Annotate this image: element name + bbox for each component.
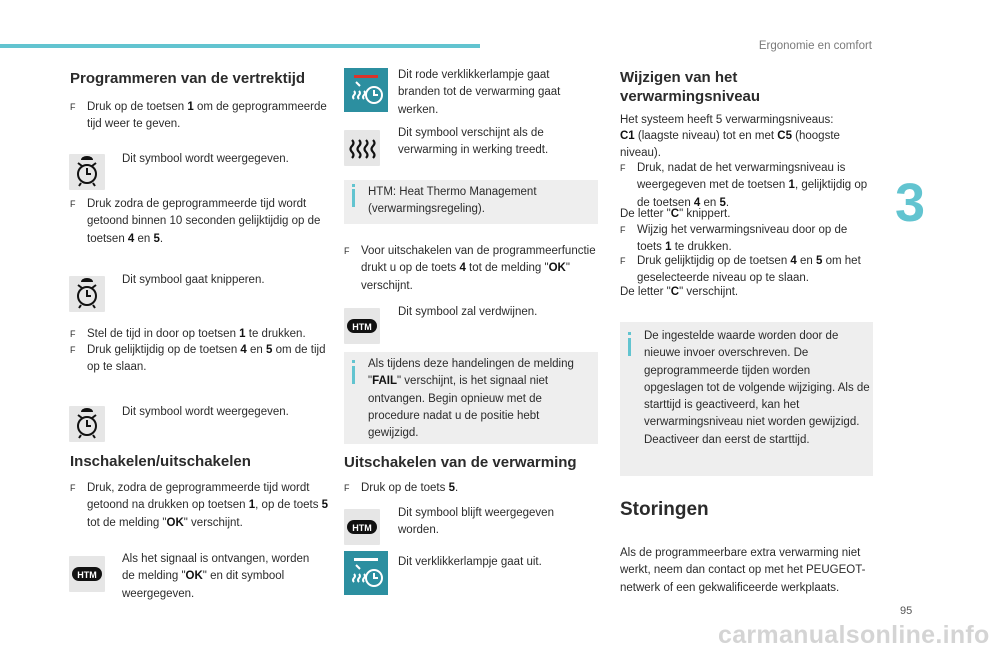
timer-icon-confirmed [69, 406, 105, 442]
bullet-5: F Druk, zodra de geprogrammeerde tijd wordt getoond na drukken op toetsen 1, op de toets 5 tot de melding "OK" verschijnt. [70, 480, 332, 532]
icon-text-4: Als het signaal is ontvangen, worden de melding "OK" en dit symbool weergegeven. [122, 553, 310, 600]
icon-text-3: Dit symbool wordt weergegeven. [122, 406, 289, 418]
svg-text:HTM: HTM [352, 523, 372, 533]
bullet-7: F Druk op de toets 5. [344, 480, 601, 497]
icon-text-2: Dit symbool gaat knipperen. [122, 274, 265, 286]
disappear-text: Dit symbool zal verdwijnen. [398, 306, 538, 318]
remains-text: Dit symbool blijft weergegeven worden. [398, 507, 554, 537]
bullet-3: F Stel de tijd in door op toetsen 1 te drukken. [70, 326, 332, 343]
bullet-8: F Druk, nadat de het verwarmingsniveau is weergegeven met de toetsen 1, gelijktijdig op de toetsen 4 en 5. [620, 160, 875, 212]
bullet-9: F Wijzig het verwarmingsniveau door op de toets 1 te drukken. [620, 222, 875, 257]
heater-lamp-off-icon [344, 551, 388, 595]
heading-storingen: Storingen [620, 499, 709, 520]
info-icon [628, 332, 631, 335]
bullet-1: F Druk op de toetsen 1 om de geprogrammeerde tijd weer te geven. [70, 99, 332, 134]
heater-warning-lamp-icon [344, 68, 388, 112]
svg-text:HTM: HTM [77, 570, 97, 580]
info-icon [352, 360, 355, 363]
levels-range-text: C1 (laagste niveau) tot en met C5 (hoogste niveau). [620, 130, 840, 160]
page-number: 95 [900, 605, 913, 617]
heating-active-icon [344, 130, 380, 166]
heading-inschakelen: Inschakelen/uitschakelen [70, 453, 251, 470]
heading-wijzigen: Wijzigen van het verwarmingsniveau [620, 69, 761, 105]
timer-icon-blinking [69, 276, 105, 312]
lamp-off-text: Dit verklikkerlampje gaat uit. [398, 556, 542, 568]
info-note-level: De ingestelde waarde worden door de nieuwe invoer overschreven. De geprogrammeerde tijden worden opgeslagen tot de volgende wijziging. Als de starttijd is geactiveerd, kan het verwarmingsniveau niet worden gewijzigd. Deactiveer dan eerst de starttijd. [620, 322, 873, 476]
bullet-2: F Druk zodra de geprogrammeerde tijd wordt getoond binnen 10 seconden gelijktijdig op de toetsen 4 en 5. [70, 196, 332, 248]
info-note-fail: Als tijdens deze handelingen de melding "FAIL" verschijnt, is het signaal niet ontvangen. Begin opnieuw met de procedure nadat u de positie hebt gewijzigd. [344, 352, 598, 444]
bullet-6: F Voor uitschakelen van de programmeerfunctie drukt u op de toets 4 tot de melding "OK" verschijnt. [344, 243, 601, 295]
storingen-text: Als de programmeerbare extra verwarming niet werkt, neem dan contact op met het PEUGEOT-netwerk of een gekwalificeerde werkplaats. [620, 547, 866, 594]
timer-icon [69, 154, 105, 190]
htm-icon [344, 308, 380, 344]
icon-text-1: Dit symbool wordt weergegeven. [122, 153, 289, 165]
bullet-10: F Druk gelijktijdig op de toetsen 4 en 5 om het geselecteerde niveau op te slaan. [620, 253, 875, 288]
lamp-text: Dit rode verklikkerlampje gaat branden tot de verwarming gaat werken. [398, 69, 561, 116]
section-title: Ergonomie en comfort [758, 40, 872, 52]
letter-blinks-text: De letter "C" knippert. [620, 208, 731, 220]
heading-uitschakelen: Uitschakelen van de verwarming [344, 454, 577, 471]
htm-icon [69, 556, 105, 592]
heating-text: Dit symbool verschijnt als de verwarming in werking treedt. [398, 127, 549, 157]
svg-text:HTM: HTM [352, 322, 372, 332]
bullet-4: F Druk gelijktijdig op de toetsen 4 en 5 om de tijd op te slaan. [70, 342, 332, 377]
heading-programmeren: Programmeren van de vertrektijd [70, 70, 306, 87]
htm-icon [344, 509, 380, 545]
header-accent-bar [0, 44, 480, 48]
info-note-htm: HTM: Heat Thermo Management (verwarmingsregeling). [344, 180, 598, 224]
levels-text: Het systeem heeft 5 verwarmingsniveaus: [620, 114, 834, 126]
info-icon [352, 184, 355, 187]
watermark: carmanualsonline.info [718, 621, 990, 649]
chapter-number: 3 [895, 173, 926, 233]
letter-appears-text: De letter "C" verschijnt. [620, 286, 739, 298]
